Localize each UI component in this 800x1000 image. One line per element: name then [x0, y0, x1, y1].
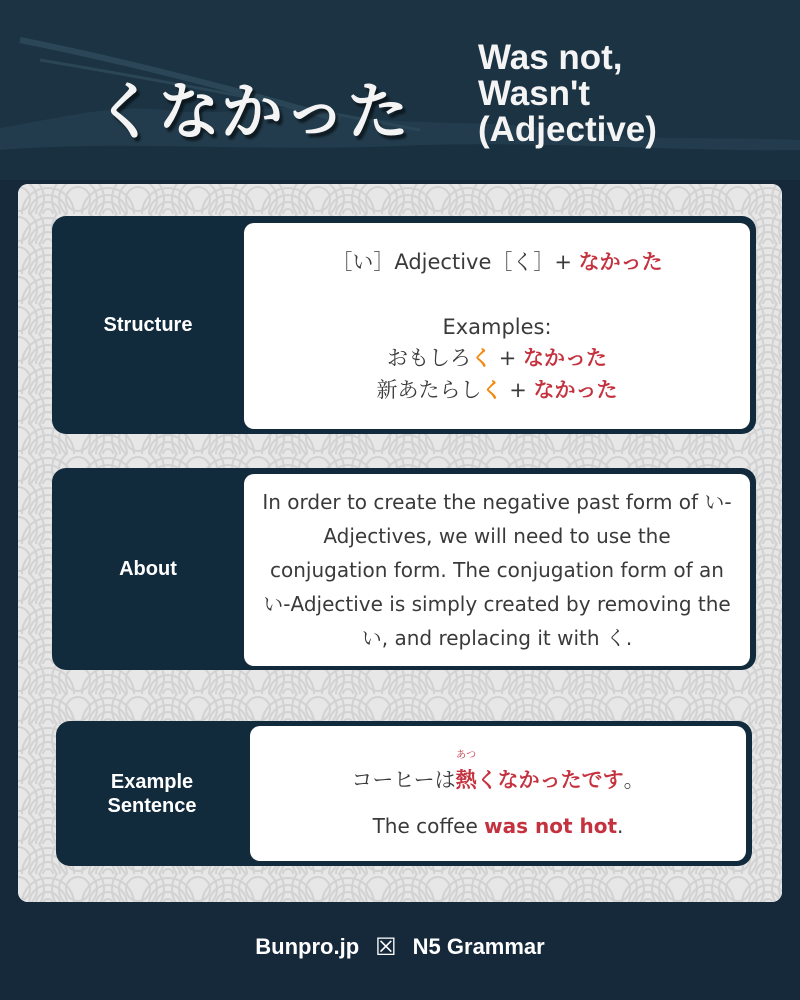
kanji: 熱 [455, 768, 477, 792]
examples-heading: Examples: [442, 315, 552, 339]
example-ku: く [471, 346, 493, 370]
site-name: Bunpro.jp [255, 934, 360, 959]
jp-highlight: くなかったです [476, 768, 624, 792]
structure-card [52, 216, 756, 434]
structure-formula [244, 247, 750, 277]
example-plus: + [502, 378, 534, 402]
example-item [244, 343, 750, 373]
grammar-point-title: くなかった [95, 75, 411, 148]
label-line: Sentence [107, 794, 197, 817]
example-sentence-label [56, 721, 248, 866]
en-prefix: The coffee [372, 814, 485, 838]
meaning-line: (Adjective) [478, 110, 657, 149]
jlpt-level: N5 Grammar [412, 934, 545, 959]
about-card [52, 468, 756, 670]
header [0, 0, 800, 180]
example-sentence-card [56, 721, 752, 866]
label-line: Example [110, 770, 194, 793]
kanji-with-furigana [455, 750, 477, 796]
en-highlight: was not hot [484, 814, 618, 838]
japanese-sentence [250, 750, 746, 796]
example-sentence-content [250, 726, 746, 861]
en-suffix: . [617, 814, 624, 838]
structure-label: Structure [103, 314, 193, 336]
meaning-line: Wasn't [478, 74, 591, 113]
furigana: あつ [456, 750, 477, 761]
english-translation [250, 811, 746, 841]
about-label: About [119, 558, 177, 580]
example-stem: おもしろ [387, 346, 472, 370]
jp-prefix: コーヒーは [351, 768, 456, 792]
example-ku: く [481, 378, 503, 402]
about-content [244, 474, 750, 666]
formula-ending: なかった [578, 250, 663, 274]
structure-content [244, 223, 750, 429]
example-item [244, 375, 750, 405]
footer [0, 925, 800, 969]
about-text: In order to create the negative past form of い-Adjectives, we will need to use the conjugation form. The conjugation form of an い-Adjective is simply created by removing the い, and replacing it with く. [262, 490, 732, 650]
example-plus: + [492, 346, 523, 370]
example-stem: 新あたらし [376, 378, 482, 402]
bunpro-logo-icon: ☒ [375, 933, 397, 961]
content-panel [18, 184, 782, 902]
jp-suffix: 。 [623, 768, 645, 792]
formula-pattern: ［い］Adjective［く］+ [331, 250, 579, 274]
grammar-meaning [478, 40, 778, 148]
example-ending: なかった [522, 346, 607, 370]
example-ending: なかった [533, 378, 618, 402]
meaning-line: Was not, [478, 38, 623, 77]
